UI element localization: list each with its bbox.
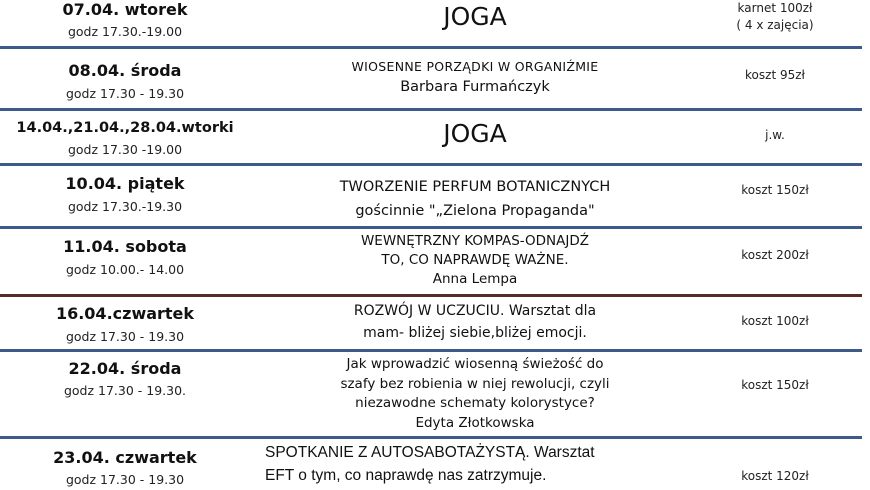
row-6-hours: godz 17.30 - 19.30 <box>65 329 185 344</box>
row-8-title <box>265 441 685 487</box>
row-7-price-line-1: koszt 150zł <box>741 378 809 392</box>
row-1-price <box>690 0 860 34</box>
row-4-price <box>690 182 860 199</box>
row-7-date: 22.04. środa <box>68 359 182 378</box>
row-6-price <box>690 313 860 330</box>
row-2-price <box>690 67 860 84</box>
row-3-price <box>690 127 860 144</box>
row-4-title <box>270 175 680 223</box>
row-7-title-line-4: Edyta Złotkowska <box>415 414 535 431</box>
row-3-title-line-1: JOGA <box>443 119 507 148</box>
row-2-date: 08.04. środa <box>68 61 182 80</box>
row-1-date: 07.04. wtorek <box>62 0 188 19</box>
row-4-date: 10.04. piątek <box>65 174 185 193</box>
row-5-title-line-2: TO, CO NAPRAWDĘ WAŻNE. <box>381 252 569 268</box>
row-1-title <box>270 2 680 31</box>
row-3-date: 14.04.,21.04.,28.04.wtorki <box>16 120 234 136</box>
row-3-price-line-1: j.w. <box>765 128 785 142</box>
row-7-hours: godz 17.30 - 19.30. <box>63 383 187 398</box>
row-7-title-line-1: Jak wprowadzić wiosenną świeżość do <box>346 356 604 372</box>
row-6-date: 16.04.czwartek <box>55 304 195 323</box>
row-5-price <box>690 247 860 264</box>
row-1-hours: godz 17.30.-19.00 <box>67 24 183 39</box>
separator-3 <box>0 163 862 166</box>
row-3-title <box>270 119 680 148</box>
row-2-title-line-1: WIOSENNE PORZĄDKI W ORGANIŹMIE <box>351 59 599 74</box>
row-5-hours: godz 10.00.- 14.00 <box>65 262 185 277</box>
row-7-title-line-2: szafy bez robienia w niej rewolucji, czyli <box>340 375 610 392</box>
row-4-price-line-1: koszt 150zł <box>741 183 809 197</box>
row-1-title-line-1: JOGA <box>443 2 507 31</box>
row-8-hours: godz 17.30 - 19.30 <box>65 472 185 487</box>
separator-6 <box>0 349 862 352</box>
row-6-price-line-1: koszt 100zł <box>741 314 809 328</box>
separator-4 <box>0 226 862 229</box>
row-2-price-line-1: koszt 95zł <box>745 68 805 82</box>
row-8-title-line-2: EFT o tym, co naprawdę nas zatrzymuje. <box>265 467 547 484</box>
row-7-price <box>690 377 860 394</box>
row-5-title-line-1: WEWNĘTRZNY KOMPAS-ODNAJDŹ <box>360 233 590 249</box>
row-4-title-line-2: gościnnie "„Zielona Propaganda" <box>355 203 595 219</box>
row-2-title <box>270 59 680 98</box>
row-8-price-line-1: koszt 120zł <box>741 469 809 483</box>
row-4-title-line-1: TWORZENIE PERFUM BOTANICZNYCH <box>339 179 611 195</box>
separator-2 <box>0 108 862 111</box>
row-6-title <box>270 300 680 344</box>
row-7-title-line-3: niezawodne schematy kolorystyce? <box>355 395 595 411</box>
row-8-title-line-1: SPOTKANIE Z AUTOSABOTAŻYSTĄ. Warsztat <box>265 444 595 461</box>
row-3-hours: godz 17.30 -19.00 <box>67 142 183 157</box>
separator-5 <box>0 294 862 297</box>
row-4-hours: godz 17.30.-19.30 <box>67 199 183 214</box>
row-5-price-line-1: koszt 200zł <box>741 248 809 262</box>
row-2-hours: godz 17.30 - 19.30 <box>65 86 185 101</box>
separator-7 <box>0 436 862 439</box>
row-1-price-line-1: karnet 100zł <box>737 1 813 15</box>
row-6-title-line-1: ROZWÓJ W UCZUCIU. Warsztat dla <box>353 303 597 319</box>
row-2-title-line-2: Barbara Furmańczyk <box>400 79 550 95</box>
row-8-date: 23.04. czwartek <box>53 448 197 467</box>
row-7-title <box>270 355 680 433</box>
row-6-title-line-2: mam- bliżej siebie,bliżej emocji. <box>363 325 587 341</box>
row-5-title <box>270 232 680 289</box>
row-5-title-line-3: Anna Lempa <box>432 271 518 287</box>
row-5-date: 11.04. sobota <box>63 237 187 256</box>
row-1-price-line-2: ( 4 x zajęcia) <box>736 18 814 32</box>
separator-1 <box>0 46 862 49</box>
row-8-price <box>690 468 860 485</box>
